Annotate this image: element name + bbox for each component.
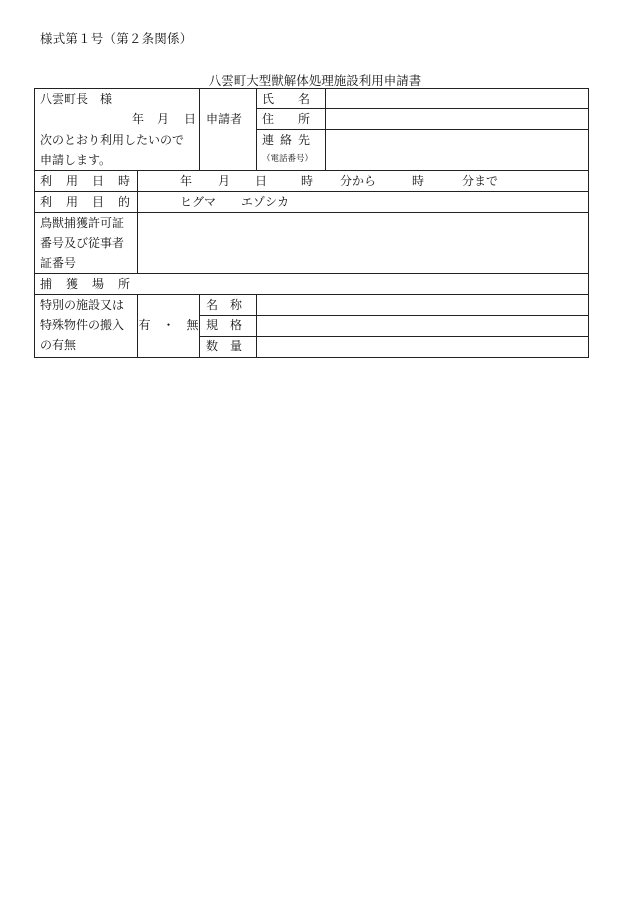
permit-label-line1: 鳥獣捕獲許可証 — [40, 216, 125, 230]
col-divider — [199, 88, 200, 170]
address-label — [262, 113, 310, 125]
purpose-option-brown-bear[interactable]: ヒグマ — [180, 195, 217, 209]
row-divider — [34, 212, 589, 213]
name-label-char: 名 — [297, 92, 310, 106]
label-char: 用 — [65, 195, 78, 209]
label-char: 規 — [206, 318, 219, 332]
label-char: 数 — [206, 339, 219, 353]
special-items-label-line3: の有無 — [40, 338, 77, 352]
table-border-bottom — [34, 357, 589, 358]
name-label-char: 氏 — [262, 92, 275, 106]
item-name-label — [206, 299, 242, 311]
permit-label-line2: 番号及び従事者 — [40, 236, 125, 250]
label-char: 時 — [117, 174, 130, 188]
label-char: 的 — [117, 195, 130, 209]
usage-hour-from[interactable]: 時 — [301, 174, 314, 188]
usage-hour-to[interactable]: 時 — [412, 174, 425, 188]
col-divider — [256, 294, 257, 357]
special-items-label-line1: 特別の施設又は — [40, 298, 125, 312]
label-char: 格 — [229, 318, 242, 332]
usage-purpose-label — [40, 196, 130, 208]
row-divider — [34, 273, 589, 274]
table-border-right — [588, 88, 589, 358]
contact-label — [262, 134, 310, 146]
table-border-left — [34, 88, 35, 358]
date-year: 年 — [132, 112, 145, 126]
usage-datetime-label — [40, 175, 130, 187]
row-divider — [34, 294, 589, 295]
capture-place-label — [40, 278, 130, 290]
row-divider — [256, 129, 589, 130]
applicant-label: 申請者 — [206, 112, 243, 126]
purpose-option-sika-deer[interactable]: エゾシカ — [241, 195, 290, 209]
label-char: 称 — [229, 298, 242, 312]
row-divider — [199, 336, 589, 337]
date-month: 月 — [157, 112, 170, 126]
address-label-char: 住 — [262, 112, 275, 126]
item-quantity-label — [206, 340, 242, 352]
form-title: 八雲町大型獣解体処理施設利用申請書 — [208, 73, 422, 88]
col-divider — [199, 294, 200, 357]
usage-minute-to[interactable]: 分まで — [462, 174, 499, 188]
label-char: 所 — [117, 277, 130, 291]
label-char: 用 — [65, 174, 78, 188]
col-divider — [137, 170, 138, 274]
label-char: 場 — [91, 277, 104, 291]
label-char: 量 — [229, 339, 242, 353]
label-char: 獲 — [65, 277, 78, 291]
contact-sub-label: （電話番号） — [262, 154, 314, 164]
contact-label-char: 連 — [262, 133, 275, 147]
date-day: 日 — [184, 112, 197, 126]
usage-month[interactable]: 月 — [218, 174, 231, 188]
form-number: 様式第１号（第２条関係） — [40, 31, 193, 46]
label-char: 名 — [206, 298, 219, 312]
usage-year[interactable]: 年 — [180, 174, 193, 188]
label-char: 目 — [91, 195, 104, 209]
addressee: 八雲町長 様 — [40, 92, 113, 106]
address-label-char: 所 — [297, 112, 310, 126]
item-spec-label — [206, 319, 242, 331]
row-divider — [256, 108, 589, 109]
label-char: 捕 — [40, 277, 53, 291]
presence-choice[interactable]: 有 ・ 無 — [138, 318, 199, 332]
usage-day[interactable]: 日 — [255, 174, 268, 188]
name-label — [262, 93, 310, 105]
label-char: 利 — [40, 174, 53, 188]
table-border-top — [34, 88, 589, 89]
statement-line1: 次のとおり利用したいので — [40, 133, 185, 147]
contact-label-char: 絡 — [279, 133, 292, 147]
contact-label-char: 先 — [297, 133, 310, 147]
special-items-label-line2: 特殊物件の搬入 — [40, 318, 125, 332]
col-divider — [325, 88, 326, 170]
usage-minute-from[interactable]: 分から — [340, 174, 377, 188]
row-divider — [199, 315, 589, 316]
label-char: 利 — [40, 195, 53, 209]
permit-label-line3: 証番号 — [40, 256, 77, 270]
col-divider — [256, 88, 257, 170]
row-divider — [34, 170, 589, 171]
label-char: 日 — [91, 174, 104, 188]
row-divider — [34, 191, 589, 192]
statement-line2: 申請します。 — [40, 153, 112, 167]
